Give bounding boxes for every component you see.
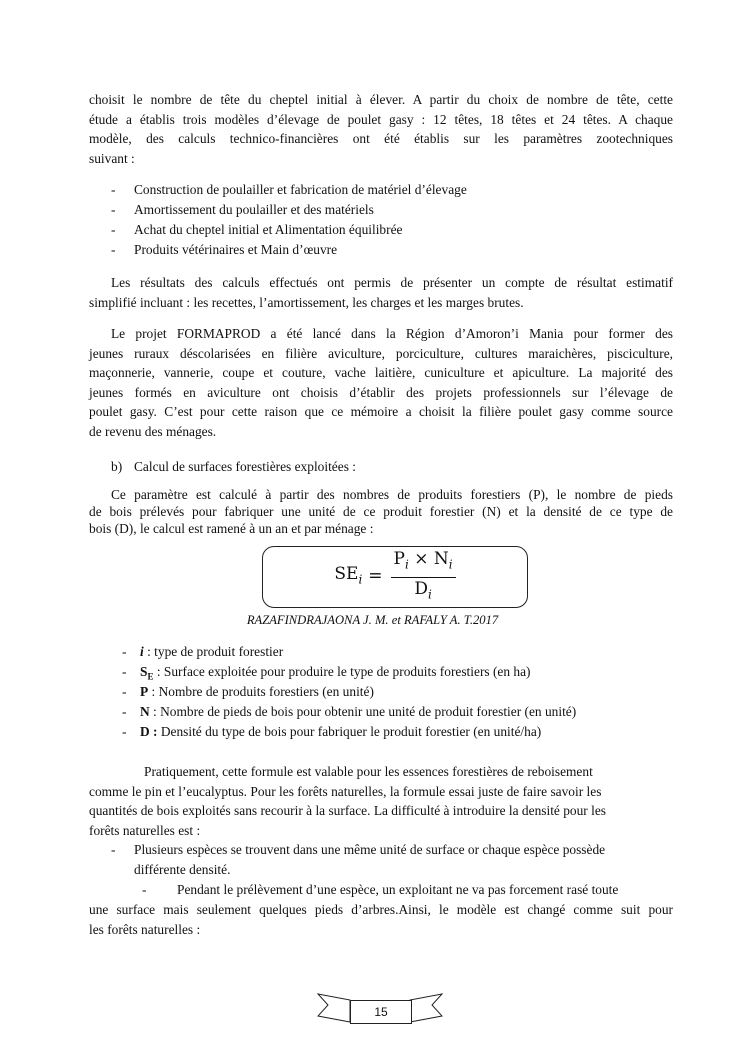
- formula-fraction: [391, 550, 456, 605]
- bullet-dash: -: [111, 182, 116, 197]
- definition-symbol: i: [140, 644, 144, 659]
- definition-text: : Nombre de pieds de bois pour obtenir une unité de produit forestier (en unité): [149, 704, 577, 719]
- bullet-dash: -: [122, 644, 127, 659]
- difficulty-text: les forêts naturelles :: [89, 921, 201, 937]
- intro-line: modèle, des calculs technico-financières ont été établis sur les paramètres zootechniques: [89, 131, 673, 147]
- list-item: [89, 200, 673, 220]
- page-number: 15: [350, 1000, 412, 1024]
- bullet-dash: -: [122, 724, 127, 739]
- difficulty-item: [89, 880, 673, 939]
- list-item-text: Produits vétérinaires et Main d’œuvre: [134, 242, 338, 257]
- results-line: simplifié incluant : les recettes, l’amortissement, les charges et les marges brutes.: [89, 294, 524, 310]
- list-item-text: Construction de poulailler et fabrication de matériel d’élevage: [134, 182, 467, 197]
- definition-symbol: D :: [140, 724, 158, 739]
- section-marker: b): [111, 459, 123, 474]
- list-item-text: Achat du cheptel initial et Alimentation équilibrée: [134, 222, 403, 237]
- definition-item: [89, 662, 673, 682]
- difficulty-text: différente densité.: [134, 862, 231, 877]
- intro-line: suivant :: [89, 150, 135, 166]
- difficulty-item: [89, 840, 673, 880]
- bullet-dash: -: [111, 242, 116, 257]
- intro-line: étude a établis trois modèles d’élevage de poulet gasy : 12 têtes, 18 têtes et 24 têtes. A chaque: [89, 111, 673, 127]
- bullet-dash: -: [122, 684, 127, 699]
- definition-symbol: $S_E$: [140, 664, 154, 682]
- difficulty-text: Plusieurs espèces se trouvent dans une même unité de surface or chaque espèce possède: [134, 842, 606, 857]
- practice-line: Pratiquement, cette formule est valable pour les essences forestières de reboisement: [144, 764, 593, 779]
- practice-line: quantités de bois exploités sans recourir à la surface. La difficulté à introduire la densité pour les: [89, 803, 606, 819]
- formula-citation: RAZAFINDRAJAONA J. M. et RAFALY A. T.2017: [246, 613, 499, 627]
- bullet-dash: -: [111, 202, 116, 217]
- formaprod-line: maçonnerie, vannerie, coupe et couture, vache laitière, cuniculture et apiculture. La majorité des: [89, 365, 673, 381]
- list-item: [89, 240, 673, 260]
- results-paragraph: [89, 273, 673, 312]
- formaprod-paragraph: [89, 324, 673, 442]
- parameter-line: de bois prélevés pour fabriquer une unité de ce produit forestier (N) et la densité de ce type de: [89, 504, 673, 519]
- formaprod-line: poulet gasy. C’est pour cette raison que ce mémoire a choisit la filière poulet gasy comme source: [89, 404, 673, 420]
- parameter-line: bois (D), le calcul est ramené à un an et par ménage :: [89, 521, 374, 536]
- intro-line: choisit le nombre de tête du cheptel initial à élever. A partir du choix de nombre de tête, cette: [89, 92, 673, 107]
- bullet-dash: -: [122, 664, 127, 679]
- formula-equals: =: [368, 566, 383, 587]
- bullet-dash: -: [142, 882, 147, 897]
- formula-denominator: $D_i$: [414, 578, 432, 601]
- intro-paragraph: [89, 90, 673, 168]
- section-heading: [89, 457, 673, 477]
- definitions-list: [89, 642, 673, 742]
- results-line: Les résultats des calculs effectués ont permis de présenter un compte de résultat estimatif: [111, 275, 673, 290]
- definition-text: : Nombre de produits forestiers (en unité): [148, 684, 374, 699]
- parameter-line: Ce paramètre est calculé à partir des nombres de produits forestiers (P), le nombre de pieds: [111, 487, 673, 502]
- formaprod-line: Le projet FORMAPROD a été lancé dans la Région d’Amoron’i Mania pour former des: [111, 326, 673, 341]
- list-item-text: Amortissement du poulailler et des matériels: [134, 202, 374, 217]
- definition-item: [89, 682, 673, 702]
- formula-box: [262, 546, 528, 608]
- formaprod-line: de revenu des ménages.: [89, 423, 217, 439]
- definition-symbol: N: [140, 704, 150, 719]
- formaprod-line: jeunes ruraux déscolarisées en filière aviculture, porciculture, cultures maraichères, pisciculture,: [89, 345, 673, 361]
- definition-item: [89, 722, 673, 742]
- difficulty-text: une surface mais seulement quelques pieds d’arbres.Ainsi, le modèle est changé comme suit pour: [89, 902, 673, 917]
- parameter-paragraph: [89, 486, 673, 537]
- bullet-dash: -: [122, 704, 127, 719]
- formaprod-line: jeunes formés en aviculture ont choisis d’établir des projets professionnels sur l’élevage de: [89, 384, 673, 400]
- difficulty-text: Pendant le prélèvement d’une espèce, un exploitant ne va pas forcement rasé toute: [177, 882, 619, 897]
- definition-symbol: P: [140, 684, 149, 699]
- definition-item: [89, 702, 673, 722]
- section-title: Calcul de surfaces forestières exploitées :: [134, 459, 356, 474]
- formula: [263, 547, 527, 607]
- practice-paragraph: [89, 762, 673, 840]
- parameters-list: [89, 180, 673, 260]
- bullet-dash: -: [111, 842, 116, 857]
- definition-text: Densité du type de bois pour fabriquer le produit forestier (en unité/ha): [157, 724, 542, 739]
- bullet-dash: -: [111, 222, 116, 237]
- formula-lhs: $SE_i$: [334, 563, 363, 586]
- practice-line: comme le pin et l’eucalyptus. Pour les forêts naturelles, la formule essai juste de faire savoir les: [89, 783, 602, 799]
- definition-item: [89, 642, 673, 662]
- definition-text: : type de produit forestier: [143, 644, 284, 659]
- list-item: [89, 180, 673, 200]
- formula-numerator: $P_i \times N_i$: [391, 550, 456, 578]
- definition-text: : Surface exploitée pour produire le type de produits forestiers (en ha): [153, 664, 531, 679]
- list-item: [89, 220, 673, 240]
- practice-line: forêts naturelles est :: [89, 822, 201, 838]
